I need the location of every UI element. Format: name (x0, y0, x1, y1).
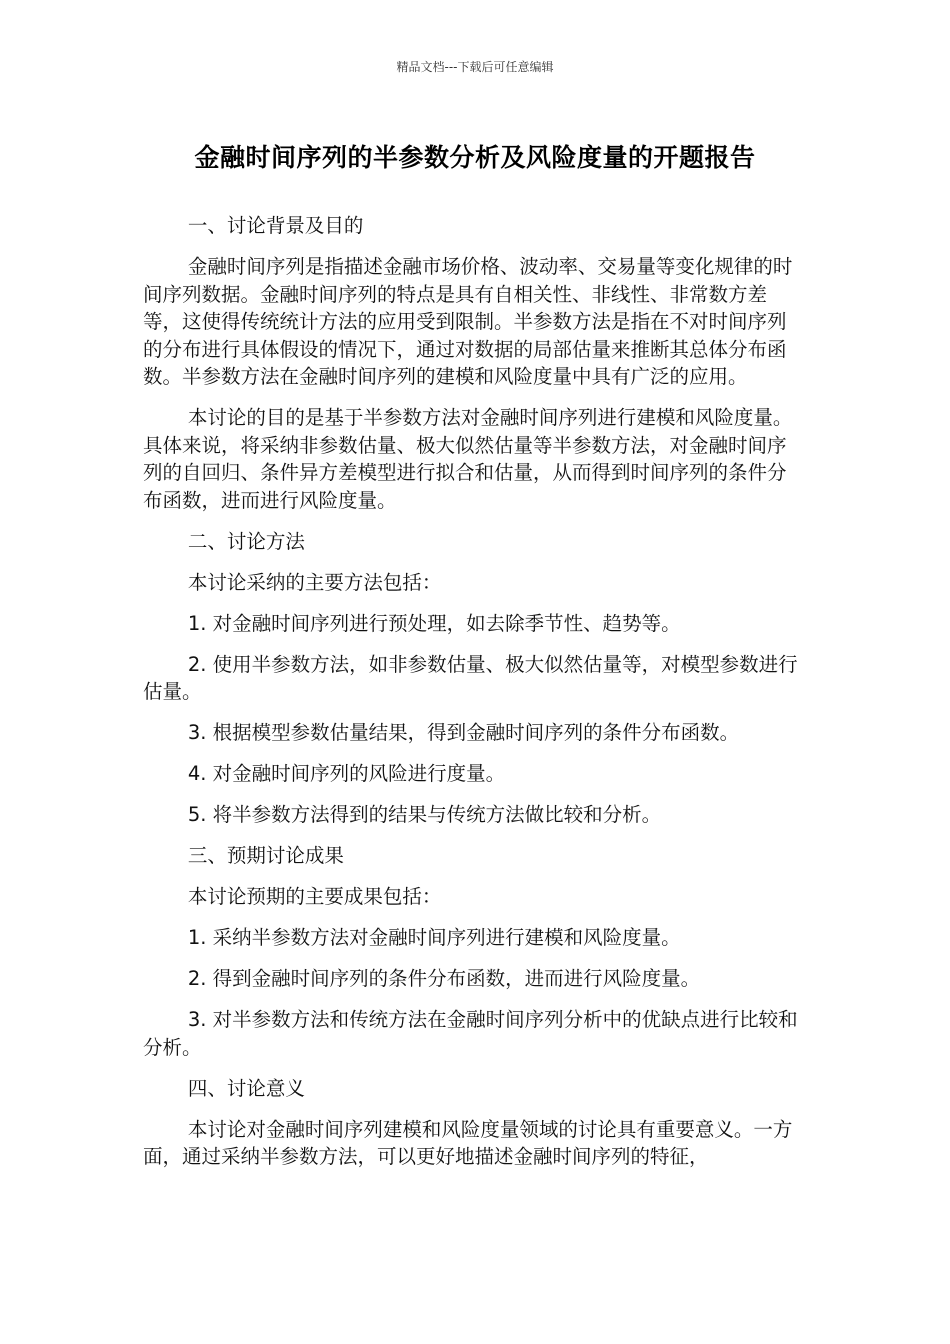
paragraph-methods-intro: 本讨论采纳的主要方法包括： (187, 570, 442, 594)
list-item-method: 3. 根据模型参数估量结果，得到金融时间序列的条件分布函数。 (187, 721, 740, 744)
header-note: 精品文档---下载后可任意编辑 (396, 60, 554, 74)
section-heading-expected-results: 三、预期讨论成果 (187, 844, 344, 867)
paragraph-purpose: 本讨论的目的是基于半参数方法对金融时间序列进行建模和风险度量。具体来说，将采纳非参数估量、极大似然估量等半参数方法，对金融时间序列的自回归、条件异方差模型进行拟合和估量，从而得到时间序列的条件分布函数，进而进行风险度量。 (143, 406, 793, 512)
section-heading-significance: 四、讨论意义 (187, 1076, 305, 1100)
list-item-result: 1. 采纳半参数方法对金融时间序列进行建模和风险度量。 (187, 926, 681, 949)
paragraph-results-intro: 本讨论预期的主要成果包括： (187, 885, 442, 908)
paragraph-significance: 本讨论对金融时间序列建模和风险度量领域的讨论具有重要意义。一方面，通过采纳半参数方法，可以更好地描述金融时间序列的特征， (143, 1117, 793, 1168)
list-item-method: 5. 将半参数方法得到的结果与传统方法做比较和分析。 (187, 803, 662, 826)
list-item-method: 4. 对金融时间序列的风险进行度量。 (187, 762, 506, 785)
document-title: 金融时间序列的半参数分析及风险度量的开题报告 (194, 143, 756, 172)
section-heading-background: 一、讨论背景及目的 (187, 214, 364, 237)
paragraph-background: 金融时间序列是指描述金融市场价格、波动率、交易量等变化规律的时间序列数据。金融时间序列的特点是具有自相关性、非线性、非常数方差等，这使得传统统计方法的应用受到限制。半参数方法是指在不对时间序列的分布进行具体假设的情况下，通过对数据的局部估量来推断其总体分布函数。半参数方法在金融时间序列的建模和风险度量中具有广泛的应用。 (143, 255, 793, 388)
list-item-method: 1. 对金融时间序列进行预处理，如去除季节性、趋势等。 (187, 611, 681, 635)
list-item-result: 3. 对半参数方法和传统方法在金融时间序列分析中的优缺点进行比较和分析。 (143, 1008, 798, 1059)
section-heading-methods: 二、讨论方法 (187, 529, 305, 553)
list-item-method: 2. 使用半参数方法，如非参数估量、极大似然估量等，对模型参数进行估量。 (143, 652, 798, 703)
list-item-result: 2. 得到金融时间序列的条件分布函数，进而进行风险度量。 (187, 967, 701, 990)
document-body (143, 212, 803, 1184)
